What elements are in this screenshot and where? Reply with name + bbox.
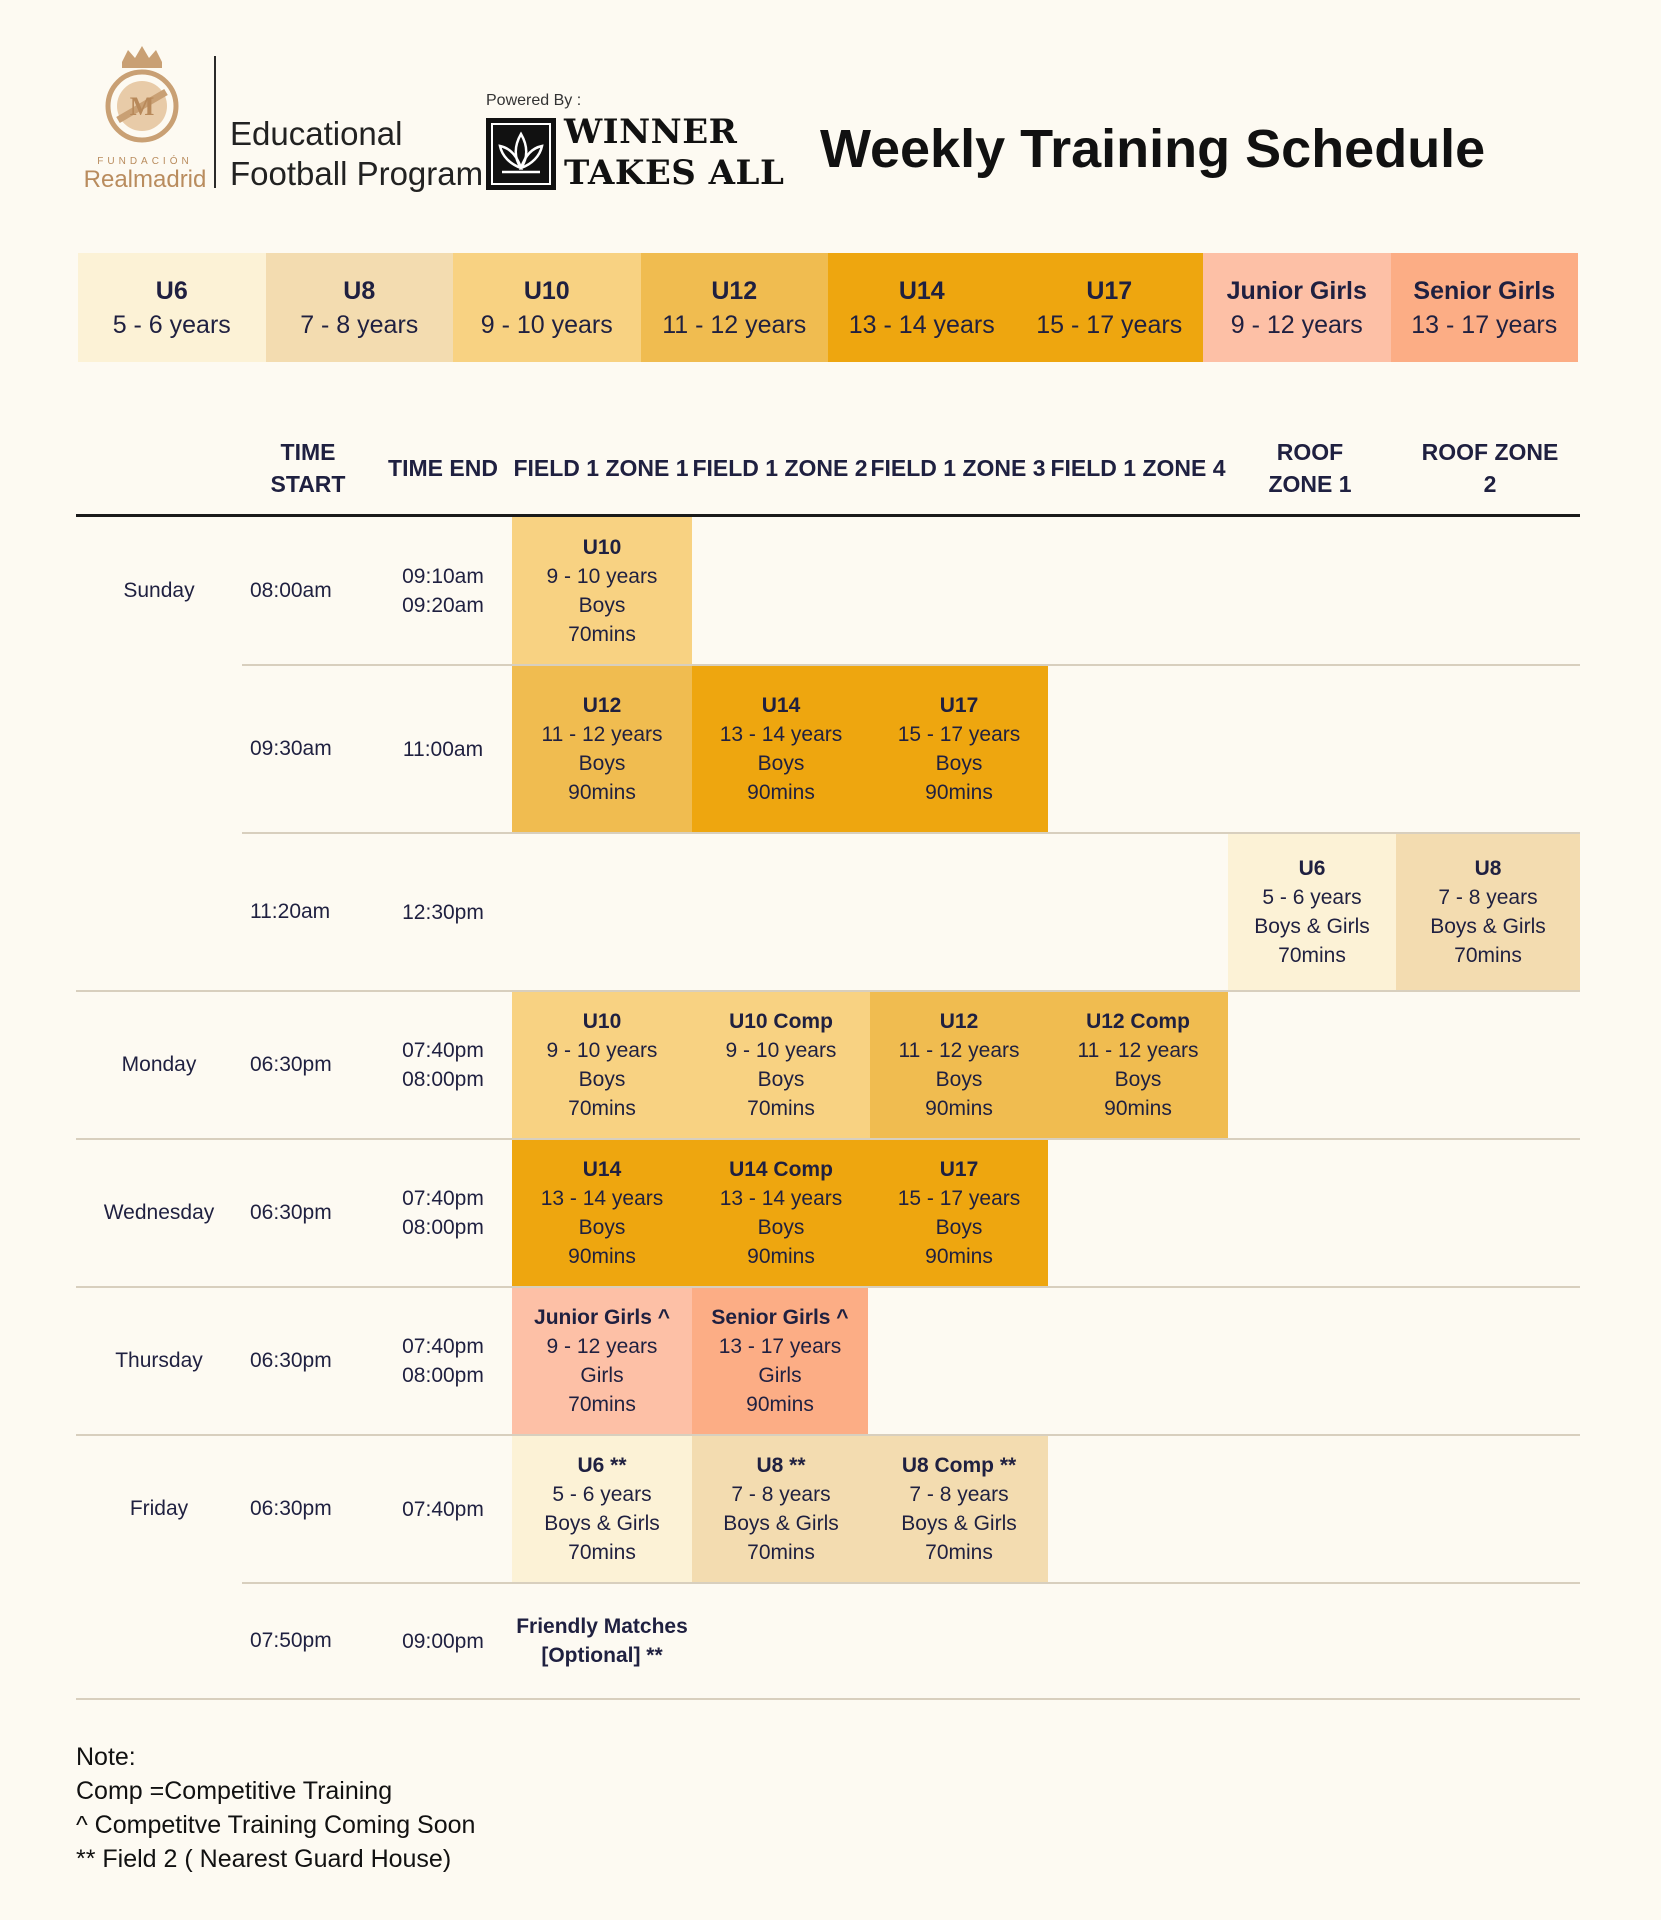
session-title: U10 xyxy=(582,535,622,559)
time-end-value: 08:00pm xyxy=(402,1216,484,1239)
session-title: U14 xyxy=(761,694,801,717)
lotus-icon xyxy=(486,118,556,190)
session-title: Senior Girls ^ xyxy=(711,1306,849,1329)
legend-item-u8 xyxy=(266,253,454,362)
session-group: Boys & Girls xyxy=(901,1512,1017,1535)
legend-range: 7 - 8 years xyxy=(300,310,419,339)
time-start: 06:30pm xyxy=(250,1201,332,1224)
session-age: 11 - 12 years xyxy=(541,723,663,746)
session-group: Boys xyxy=(757,1216,805,1239)
session-age: 13 - 14 years xyxy=(719,1187,843,1210)
powered-by-label: Powered By : xyxy=(486,92,582,109)
time-end xyxy=(380,834,506,990)
session-group: Boys xyxy=(578,593,626,617)
session-duration: 90mins xyxy=(747,781,815,804)
notes-section xyxy=(76,1740,475,1876)
logo-divider xyxy=(214,56,216,188)
session-title: U8 ** xyxy=(756,1454,806,1477)
session-age: 7 - 8 years xyxy=(1438,886,1538,909)
session-title: U12 xyxy=(939,1010,979,1033)
session-block xyxy=(512,666,692,832)
day-label-wednesday: Wednesday xyxy=(103,1201,215,1224)
session-age: 13 - 14 years xyxy=(540,1187,664,1210)
session-title: U10 xyxy=(582,1010,622,1033)
session-duration: 70mins xyxy=(747,1541,815,1564)
legend-name: Junior Girls xyxy=(1226,276,1367,305)
session-duration: 90mins xyxy=(747,1245,815,1268)
session-block xyxy=(692,1140,870,1286)
session-age: 9 - 10 years xyxy=(725,1039,837,1062)
session-age: 9 - 10 years xyxy=(546,564,658,588)
note-caret: ^ Competitve Training Coming Soon xyxy=(76,1811,476,1839)
legend-item-u6 xyxy=(78,253,266,362)
friendly-matches-block xyxy=(512,1584,692,1698)
session-group: Boys xyxy=(935,1216,983,1239)
program-title-line1: Educational xyxy=(230,115,403,152)
time-end xyxy=(380,1140,506,1286)
age-group-legend xyxy=(78,253,1578,362)
time-end-value: 07:40pm xyxy=(402,1497,484,1521)
session-duration: 90mins xyxy=(746,1393,814,1416)
time-end-value: 11:00am xyxy=(402,737,484,761)
session-age: 15 - 17 years xyxy=(897,723,1021,746)
session-block xyxy=(1396,834,1580,990)
legend-name: U8 xyxy=(343,276,376,305)
session-age: 9 - 12 years xyxy=(546,1335,658,1358)
session-title: U6 xyxy=(1298,857,1326,880)
session-title: U8 Comp ** xyxy=(901,1454,1017,1477)
session-duration: 90mins xyxy=(925,781,993,804)
time-end-value: 08:00pm xyxy=(402,1364,484,1387)
session-age: 7 - 8 years xyxy=(909,1483,1009,1506)
time-end-value: 12:30pm xyxy=(402,900,484,924)
session-duration: 90mins xyxy=(1104,1097,1172,1120)
session-age: 7 - 8 years xyxy=(731,1483,831,1506)
legend-range: 9 - 12 years xyxy=(1230,310,1363,339)
session-title: U17 xyxy=(939,1158,979,1181)
time-start: 06:30pm xyxy=(250,1053,332,1076)
session-duration: 70mins xyxy=(1278,944,1346,967)
svg-text:M: M xyxy=(129,92,155,121)
session-duration: 90mins xyxy=(568,781,636,804)
session-group: Boys & Girls xyxy=(723,1512,839,1535)
column-header-field1-zone1: FIELD 1 ZONE 1 xyxy=(513,455,689,481)
sponsor-line2: TAKES ALL xyxy=(564,153,785,193)
legend-range: 13 - 17 years xyxy=(1411,310,1558,339)
legend-item-u12 xyxy=(641,253,829,362)
session-group: Boys xyxy=(578,752,626,775)
time-end xyxy=(380,992,506,1138)
session-block xyxy=(512,1140,692,1286)
session-group: Girls xyxy=(758,1364,802,1387)
program-title-line2: Football Program xyxy=(230,155,484,192)
session-group: Boys xyxy=(935,752,983,775)
session-title: U14 xyxy=(582,1158,622,1181)
row-divider xyxy=(76,1698,1580,1700)
session-title: U6 ** xyxy=(577,1454,627,1477)
session-block xyxy=(512,517,692,664)
session-block xyxy=(692,992,870,1138)
column-header-field1-zone2: FIELD 1 ZONE 2 xyxy=(692,455,868,481)
session-block xyxy=(870,1140,1048,1286)
legend-name: U14 xyxy=(898,276,945,305)
session-group: Boys xyxy=(578,1216,626,1239)
column-header-time-start: TIME START xyxy=(270,439,346,497)
time-end-value: 08:00pm xyxy=(402,1068,484,1091)
session-block xyxy=(1228,834,1396,990)
time-end-value: 09:00pm xyxy=(402,1629,484,1653)
session-duration: 90mins xyxy=(925,1097,993,1120)
session-title: U10 Comp xyxy=(729,1010,833,1033)
column-header-time-end: TIME END xyxy=(388,455,498,481)
session-duration: 70mins xyxy=(1454,944,1522,967)
time-end-value: 09:20am xyxy=(402,593,484,617)
time-start: 08:00am xyxy=(250,578,332,602)
session-block xyxy=(692,666,870,832)
session-block xyxy=(870,1436,1048,1582)
logo-brand-text: Realmadrid xyxy=(83,166,207,193)
session-age: 5 - 6 years xyxy=(1262,886,1362,909)
time-start: 09:30am xyxy=(250,737,332,760)
legend-name: U10 xyxy=(523,276,570,305)
legend-name: U12 xyxy=(711,276,758,305)
session-block xyxy=(692,1436,870,1582)
friendly-matches-title: Friendly Matches xyxy=(516,1615,688,1638)
column-header-roof-zone2: ROOF ZONE 2 xyxy=(1421,439,1559,497)
time-start: 06:30pm xyxy=(250,1349,332,1372)
sponsor-name xyxy=(564,112,784,194)
session-age: 11 - 12 years xyxy=(1077,1039,1199,1062)
note-double-star: ** Field 2 ( Nearest Guard House) xyxy=(76,1845,452,1873)
time-start: 06:30pm xyxy=(250,1497,332,1520)
time-end xyxy=(380,517,506,664)
session-duration: 70mins xyxy=(568,1097,636,1120)
legend-name: Senior Girls xyxy=(1413,276,1556,305)
friendly-matches-optional: [Optional] ** xyxy=(541,1644,663,1667)
session-title: U12 xyxy=(582,694,622,717)
time-end xyxy=(380,666,506,832)
session-group: Girls xyxy=(580,1364,624,1387)
session-block xyxy=(870,992,1048,1138)
time-start: 11:20am xyxy=(250,900,331,923)
session-duration: 70mins xyxy=(568,1393,636,1416)
session-group: Boys & Girls xyxy=(1254,915,1370,938)
session-title: U8 xyxy=(1474,857,1502,880)
session-duration: 90mins xyxy=(925,1245,993,1268)
time-end-value: 09:10am xyxy=(402,564,484,588)
column-header-field1-zone4: FIELD 1 ZONE 4 xyxy=(1050,455,1226,481)
session-duration: 70mins xyxy=(747,1097,815,1120)
legend-name: U17 xyxy=(1086,276,1133,305)
session-title: Junior Girls ^ xyxy=(534,1306,670,1329)
session-age: 11 - 12 years xyxy=(898,1039,1020,1062)
session-age: 13 - 14 years xyxy=(719,723,843,746)
program-title xyxy=(230,114,483,194)
session-title: U17 xyxy=(939,694,979,717)
legend-name: U6 xyxy=(155,276,188,305)
column-header-field1-zone3: FIELD 1 ZONE 3 xyxy=(870,455,1046,481)
session-group: Boys xyxy=(578,1068,626,1091)
session-block xyxy=(512,992,692,1138)
page-title: Weekly Training Schedule xyxy=(820,119,1486,179)
time-end-value: 07:40pm xyxy=(402,1335,484,1358)
sponsor-line1: WINNER xyxy=(564,112,738,152)
session-group: Boys & Girls xyxy=(1430,915,1546,938)
note-comp: Comp =Competitive Training xyxy=(76,1777,393,1805)
day-label-thursday: Thursday xyxy=(115,1349,203,1372)
session-block xyxy=(512,1436,692,1582)
time-end xyxy=(380,1288,506,1434)
session-age: 5 - 6 years xyxy=(552,1483,652,1506)
session-title: U12 Comp xyxy=(1086,1010,1190,1033)
session-group: Boys xyxy=(757,1068,805,1091)
session-block xyxy=(512,1288,692,1434)
session-age: 15 - 17 years xyxy=(897,1187,1021,1210)
day-label-monday: Monday xyxy=(121,1053,197,1076)
time-start: 07:50pm xyxy=(250,1629,332,1652)
legend-item-senior-girls xyxy=(1391,253,1579,362)
time-end-value: 07:40pm xyxy=(402,1187,484,1210)
legend-item-junior-girls xyxy=(1203,253,1391,362)
session-group: Boys xyxy=(1114,1068,1162,1091)
session-duration: 70mins xyxy=(925,1541,993,1564)
session-age: 9 - 10 years xyxy=(546,1039,658,1062)
session-group: Boys & Girls xyxy=(544,1512,660,1535)
session-block xyxy=(870,666,1048,832)
legend-range: 11 - 12 years xyxy=(662,310,807,339)
legend-range: 13 - 14 years xyxy=(848,310,995,339)
legend-item-u14 xyxy=(828,253,1016,362)
logo-fundacion-text: FUNDACIÓN xyxy=(97,156,193,167)
session-group: Boys xyxy=(757,752,805,775)
legend-range: 5 - 6 years xyxy=(112,310,231,339)
session-age: 13 - 17 years xyxy=(718,1335,842,1358)
legend-range: 15 - 17 years xyxy=(1036,310,1183,339)
session-duration: 70mins xyxy=(568,1541,636,1564)
legend-item-u17 xyxy=(1016,253,1204,362)
session-block xyxy=(692,1288,868,1434)
session-title: U14 Comp xyxy=(729,1158,833,1181)
time-end-value: 07:40pm xyxy=(402,1039,484,1062)
session-duration: 70mins xyxy=(568,622,636,646)
time-end xyxy=(380,1436,506,1582)
day-label-friday: Friday xyxy=(129,1497,189,1520)
legend-range: 9 - 10 years xyxy=(480,310,613,339)
session-duration: 90mins xyxy=(568,1245,636,1268)
column-header-roof-zone1: ROOF ZONE 1 xyxy=(1268,439,1352,497)
notes-title: Note: xyxy=(76,1743,136,1771)
legend-item-u10 xyxy=(453,253,641,362)
session-group: Boys xyxy=(935,1068,983,1091)
day-label-sunday: Sunday xyxy=(123,578,195,602)
session-block xyxy=(1048,992,1228,1138)
time-end xyxy=(380,1584,506,1698)
